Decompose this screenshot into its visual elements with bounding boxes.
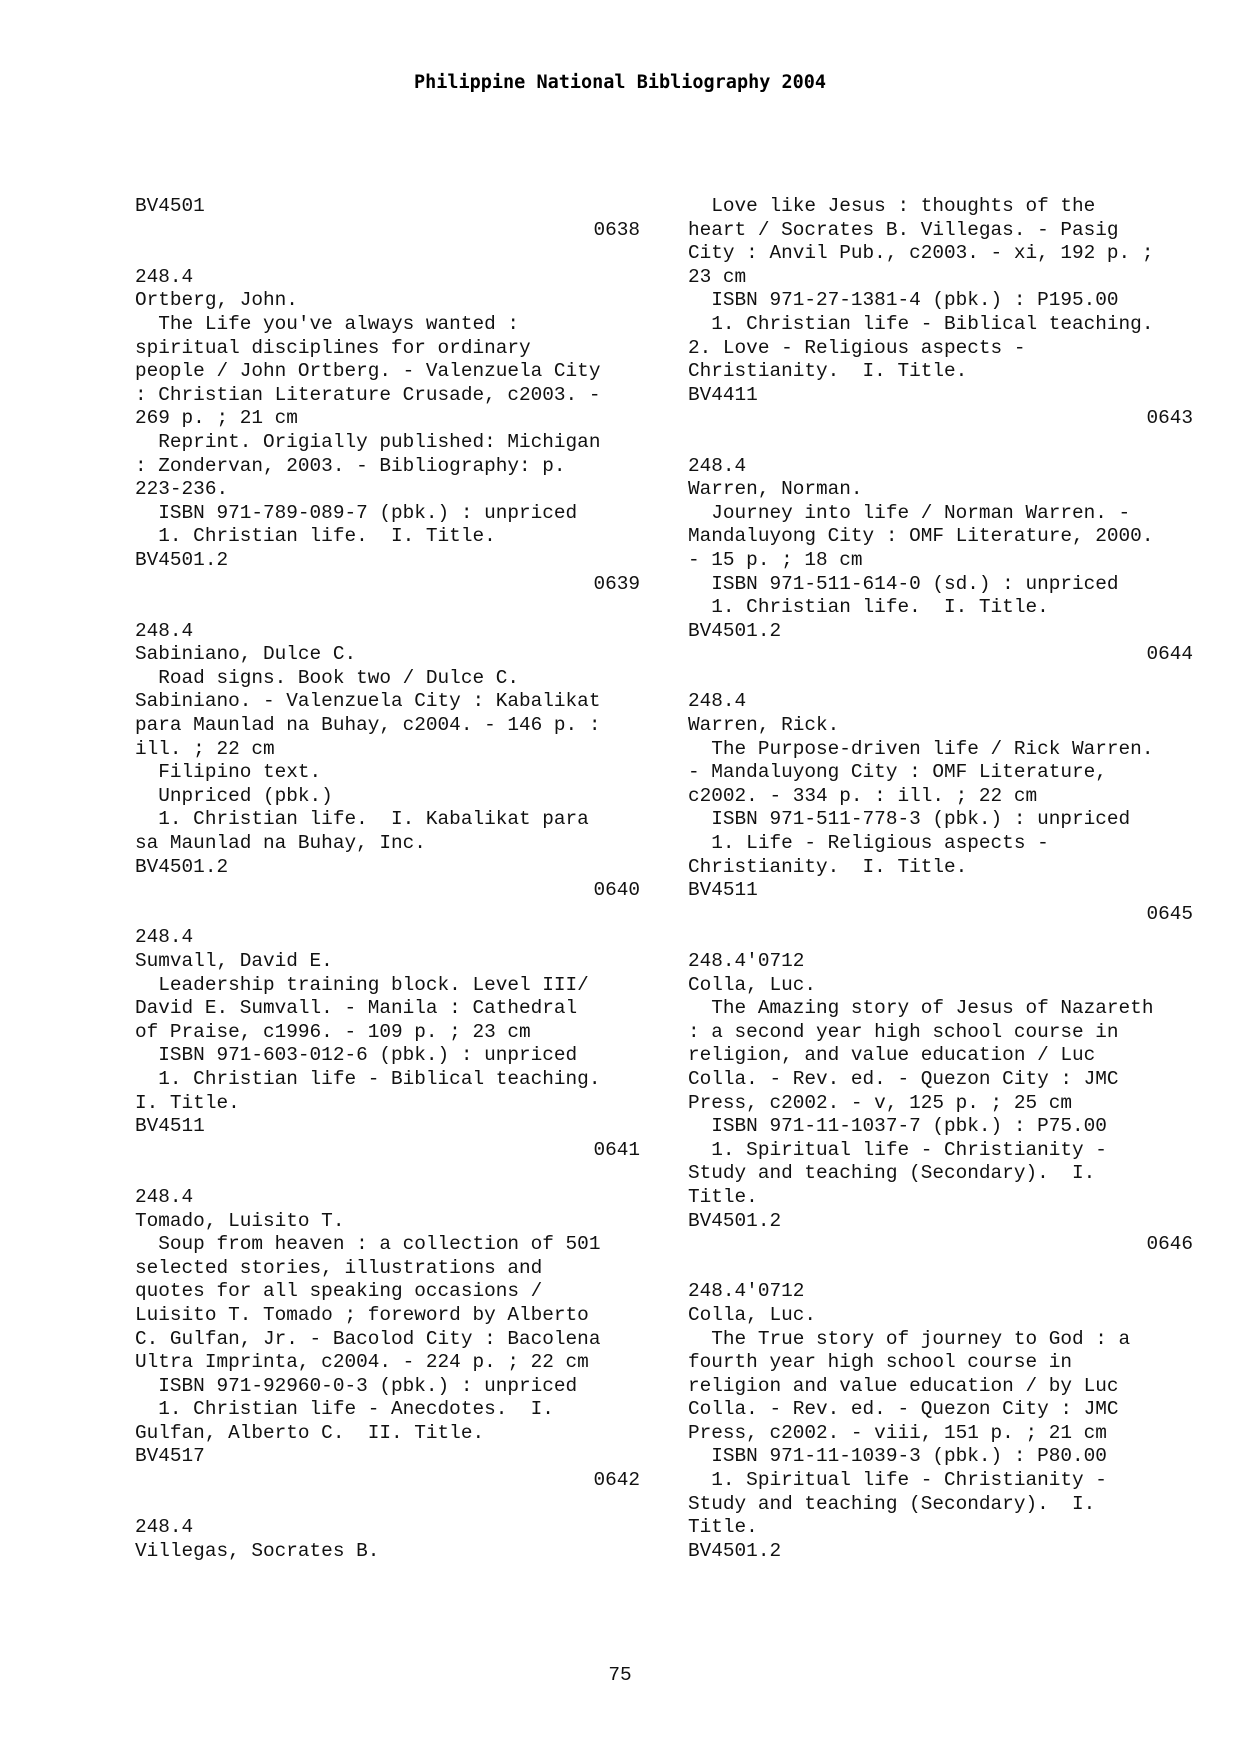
entry-line: selected stories, illustrations and <box>135 1256 543 1279</box>
entry-line: BV4517 <box>135 1445 205 1468</box>
entry-line: sa Maunlad na Buhay, Inc. <box>135 832 426 855</box>
entry-line: The Life you've always wanted : <box>135 312 519 335</box>
entry-line: Leadership training block. Level III/ <box>135 973 589 996</box>
entry-number: 0646 <box>1146 1233 1193 1256</box>
entry-line: spiritual disciplines for ordinary <box>135 336 531 359</box>
entry-line: 248.4'0712 <box>688 1280 805 1303</box>
entry-line: para Maunlad na Buhay, c2004. - 146 p. : <box>135 714 601 737</box>
entry-line: 1. Christian life. I. Title. <box>688 596 1049 619</box>
entry-line: BV4511 <box>688 879 758 902</box>
entry-line: Ultra Imprinta, c2004. - 224 p. ; 22 cm <box>135 1351 589 1374</box>
entry-line: City : Anvil Pub., c2003. - xi, 192 p. ; <box>688 242 1154 265</box>
entry-line: : Zondervan, 2003. - Bibliography: p. <box>135 454 566 477</box>
entry-line: Luisito T. Tomado ; foreword by Alberto <box>135 1303 589 1326</box>
entry-number: 0638 <box>593 218 640 241</box>
entry-line: 23 cm <box>688 265 747 288</box>
entry-line: 1. Christian life. I. Title. <box>135 525 496 548</box>
entry-line: 223-236. <box>135 478 229 501</box>
entry-line: ISBN 971-511-778-3 (pbk.) : unpriced <box>688 808 1131 831</box>
entry-separator <box>135 596 640 620</box>
entry-line: fourth year high school course in <box>688 1351 1072 1374</box>
entry-line: 269 p. ; 21 cm <box>135 407 298 430</box>
entry-line: BV4501.2 <box>688 619 782 642</box>
entry-line: 248.4'0712 <box>688 950 805 972</box>
entry-line: 1. Christian life. I. Kabalikat para <box>135 808 589 831</box>
entry-line: 248.4 <box>135 1185 194 1208</box>
entry-line: ISBN 971-11-1037-7 (pbk.) : P75.00 <box>688 1115 1107 1138</box>
entry-line: quotes for all speaking occasions / <box>135 1280 543 1303</box>
entry-line: 248.4 <box>135 926 194 949</box>
entry-line: 248.4 <box>135 1516 194 1539</box>
entry-line: Ortberg, John. <box>135 289 298 312</box>
entry-line: ISBN 971-92960-0-3 (pbk.) : unpriced <box>135 1374 578 1397</box>
entry-line: 1. Spiritual life - Christianity - <box>688 1469 1107 1492</box>
entry-number: 0643 <box>1146 407 1193 430</box>
entry-line: Colla, Luc. <box>688 1303 816 1326</box>
entry-line: religion and value education / by Luc <box>688 1374 1119 1397</box>
entry-line: c2002. - 334 p. : ill. ; 22 cm <box>688 784 1038 807</box>
entry-number: 0642 <box>593 1469 640 1492</box>
entry-line: Gulfan, Alberto C. II. Title. <box>135 1421 485 1444</box>
entry-line: Filipino text. <box>135 761 322 784</box>
entry-line: 248.4 <box>135 265 194 288</box>
left-column <box>135 195 640 1563</box>
entry-separator <box>688 667 1193 691</box>
entry-line: The True story of journey to God : a <box>688 1327 1131 1350</box>
entry-line: The Amazing story of Jesus of Nazareth <box>688 997 1154 1020</box>
entry-line: Sabiniano, Dulce C. <box>135 643 357 666</box>
entry-number: 0645 <box>1146 902 1193 925</box>
entry-separator <box>135 903 640 927</box>
entry-line: Study and teaching (Secondary). I. <box>688 1492 1096 1515</box>
entry-line: Title. <box>688 1185 758 1208</box>
entry-line: The Purpose-driven life / Rick Warren. <box>688 737 1154 760</box>
entry-line: religion, and value education / Luc <box>688 1044 1096 1067</box>
entry-line: Study and teaching (Secondary). I. <box>688 1162 1096 1185</box>
entry-line: Mandaluyong City : OMF Literature, 2000. <box>688 525 1154 548</box>
entry-line: Road signs. Book two / Dulce C. <box>135 666 519 689</box>
entry-line: : a second year high school course in <box>688 1020 1119 1043</box>
entry-line: BV4501.2 <box>688 1209 782 1232</box>
entry-line: C. Gulfan, Jr. - Bacolod City : Bacolena <box>135 1327 601 1350</box>
entry-line: ISBN 971-27-1381-4 (pbk.) : P195.00 <box>688 289 1119 312</box>
entry-line: 248.4 <box>688 454 747 477</box>
entry-line: BV4501 <box>135 195 205 217</box>
entry-line: 1. Spiritual life - Christianity - <box>688 1138 1107 1161</box>
entry-line: 248.4 <box>688 690 747 713</box>
entry-line: : Christian Literature Crusade, c2003. - <box>135 383 601 406</box>
entry-separator <box>688 1257 1193 1281</box>
entry-line: ISBN 971-603-012-6 (pbk.) : unpriced <box>135 1044 578 1067</box>
entry-line: Warren, Rick. <box>688 714 840 737</box>
entry-line: BV4511 <box>135 1115 205 1138</box>
entry-line: BV4501.2 <box>135 855 229 878</box>
entry-line: Christianity. I. Title. <box>688 855 968 878</box>
entry-line: Villegas, Socrates B. <box>135 1539 380 1562</box>
entry-line: 1. Christian life - Biblical teaching. <box>688 312 1154 335</box>
entry-line: Christianity. I. Title. <box>688 360 968 383</box>
entry-number: 0641 <box>593 1138 640 1161</box>
entry-line: Colla. - Rev. ed. - Quezon City : JMC <box>688 1398 1119 1421</box>
entry-line: Title. <box>688 1516 758 1539</box>
entry-line: 1. Life - Religious aspects - <box>688 832 1049 855</box>
entry-line: 248.4 <box>135 619 194 642</box>
entry-line: Warren, Norman. <box>688 478 863 501</box>
entry-number: 0640 <box>593 879 640 902</box>
entry-line: ISBN 971-11-1039-3 (pbk.) : P80.00 <box>688 1445 1107 1468</box>
entry-line: ISBN 971-511-614-0 (sd.) : unpriced <box>688 572 1119 595</box>
entry-line: Sumvall, David E. <box>135 950 333 972</box>
entry-line: Journey into life / Norman Warren. - <box>688 501 1131 524</box>
entry-line: I. Title. <box>135 1091 240 1114</box>
entry-separator <box>135 242 640 266</box>
entry-number: 0639 <box>593 572 640 595</box>
entry-separator <box>135 1162 640 1186</box>
entry-line: Love like Jesus : thoughts of the <box>688 195 1096 217</box>
entry-line: - 15 p. ; 18 cm <box>688 548 863 571</box>
entry-line: BV4501.2 <box>135 548 229 571</box>
entry-line: Colla. - Rev. ed. - Quezon City : JMC <box>688 1067 1119 1090</box>
entry-line: ill. ; 22 cm <box>135 737 275 760</box>
entry-line: Tomado, Luisito T. <box>135 1209 345 1232</box>
entry-line: 1. Christian life - Biblical teaching. <box>135 1067 601 1090</box>
entry-line: Press, c2002. - viii, 151 p. ; 21 cm <box>688 1421 1107 1444</box>
entry-line: Unpriced (pbk.) <box>135 784 333 807</box>
entry-line: of Praise, c1996. - 109 p. ; 23 cm <box>135 1020 531 1043</box>
entry-separator <box>688 926 1193 950</box>
right-column <box>688 195 1193 1563</box>
entry-line: Colla, Luc. <box>688 973 816 996</box>
entry-line: BV4411 <box>688 383 758 406</box>
entry-line: Sabiniano. - Valenzuela City : Kabalikat <box>135 690 601 713</box>
entry-number: 0644 <box>1146 643 1193 666</box>
entry-line: heart / Socrates B. Villegas. - Pasig <box>688 218 1119 241</box>
entry-line: ISBN 971-789-089-7 (pbk.) : unpriced <box>135 501 578 524</box>
entry-line: Soup from heaven : a collection of 501 <box>135 1233 601 1256</box>
entry-separator <box>135 1493 640 1517</box>
entry-line: Reprint. Origially published: Michigan <box>135 430 601 453</box>
entry-line: David E. Sumvall. - Manila : Cathedral <box>135 997 578 1020</box>
entry-separator <box>688 431 1193 455</box>
page-number: 75 <box>608 1664 632 1686</box>
entry-line: Press, c2002. - v, 125 p. ; 25 cm <box>688 1091 1072 1114</box>
entry-line: people / John Ortberg. - Valenzuela City <box>135 360 601 383</box>
entry-line: 2. Love - Religious aspects - <box>688 336 1026 359</box>
entry-line: 1. Christian life - Anecdotes. I. <box>135 1398 554 1421</box>
entry-line: BV4501.2 <box>688 1539 782 1562</box>
entry-line: - Mandaluyong City : OMF Literature, <box>688 761 1107 784</box>
page-title: Philippine National Bibliography 2004 <box>413 72 827 93</box>
